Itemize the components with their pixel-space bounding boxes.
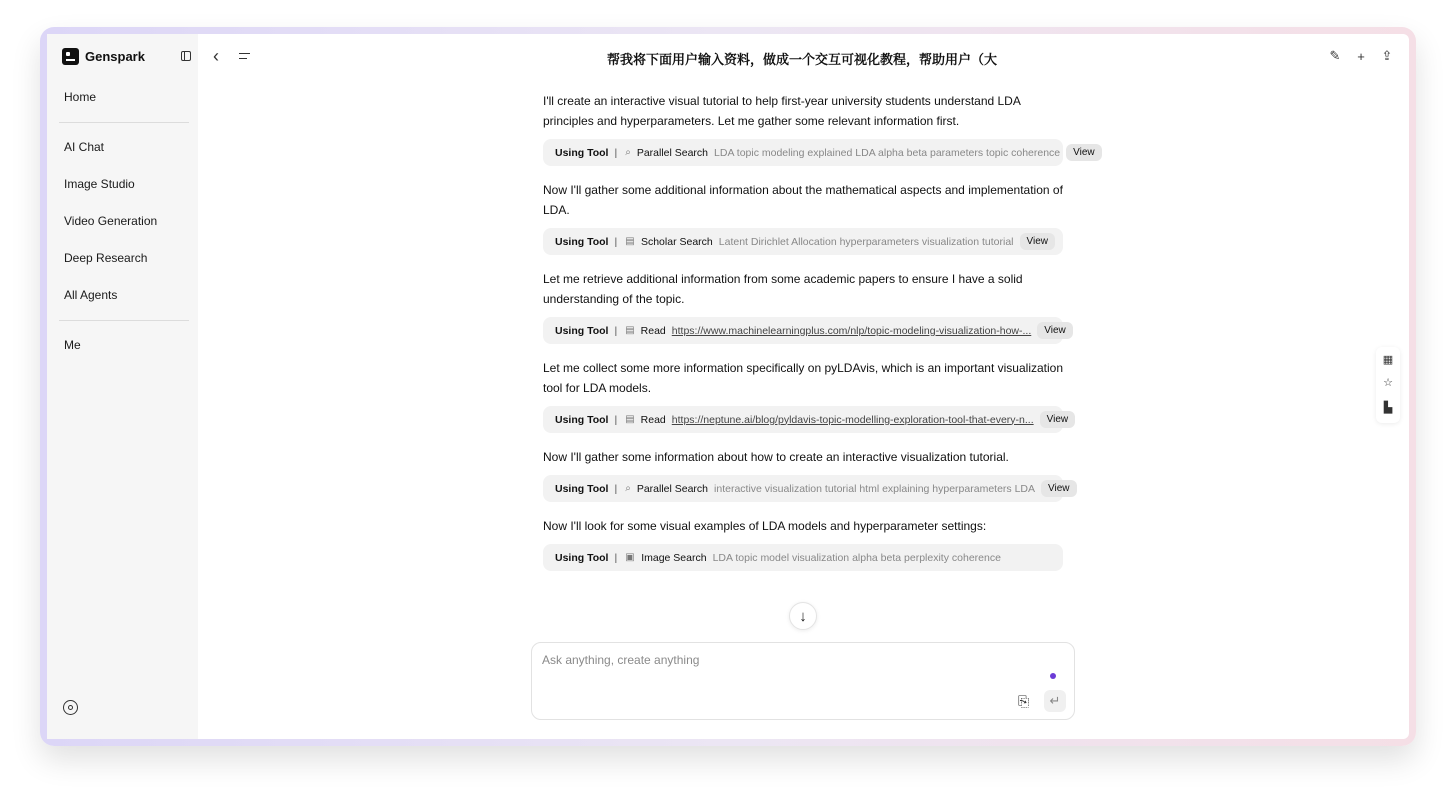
view-button[interactable]: View xyxy=(1037,322,1073,339)
sidebar-divider xyxy=(59,122,189,123)
tool-call xyxy=(543,317,1066,344)
tool-prefix: Using Tool xyxy=(555,235,609,248)
message-block xyxy=(543,269,1066,344)
message-block xyxy=(543,91,1095,166)
message-list xyxy=(543,91,1095,585)
tool-call xyxy=(543,406,1069,433)
brand[interactable] xyxy=(62,47,145,65)
tool-name: Image Search xyxy=(641,551,707,564)
assistant-message: Now I'll look for some visual examples of LDA models and hyperparameter settings: xyxy=(543,519,987,533)
assistant-message: I'll create an interactive visual tutorial to help first-year university students understand LDA principles and hyperparameters. Let me gather some relevant information first. xyxy=(543,94,1021,128)
view-button[interactable]: View xyxy=(1066,144,1102,161)
view-button[interactable]: View xyxy=(1040,411,1076,428)
document-icon: ▤ xyxy=(625,324,635,336)
assistant-message: Now I'll gather some information about how to create an interactive visualization tutorial. xyxy=(543,450,1009,464)
tool-call xyxy=(543,544,1063,571)
menu-icon[interactable] xyxy=(239,52,250,61)
new-chat-icon[interactable]: + xyxy=(1357,48,1365,64)
message-block xyxy=(543,358,1069,433)
search-icon: ⌕ xyxy=(625,146,631,158)
send-button[interactable]: ↵ xyxy=(1044,690,1066,712)
tool-prefix: Using Tool xyxy=(555,146,609,159)
tool-prefix: Using Tool xyxy=(555,324,609,337)
sidebar-item-video-generation[interactable]: Video Generation xyxy=(64,214,158,228)
search-icon: ⌕ xyxy=(625,482,631,494)
message-block xyxy=(543,516,1063,571)
tool-query: LDA topic model visualization alpha beta perplexity coherence xyxy=(712,551,1001,564)
share-icon[interactable]: ⇪ xyxy=(1381,48,1393,63)
tool-prefix: Using Tool xyxy=(555,551,609,564)
tool-separator: | xyxy=(614,324,618,337)
tool-name: Parallel Search xyxy=(636,146,709,159)
tool-separator: | xyxy=(614,413,618,426)
brand-name: Genspark xyxy=(85,48,145,64)
tool-call xyxy=(543,139,1095,166)
tool-prefix: Using Tool xyxy=(555,413,609,426)
genspark-logo-icon xyxy=(62,48,79,65)
tool-link[interactable]: https://www.machinelearningplus.com/nlp/topic-modeling-visualization-how-... xyxy=(671,324,1032,337)
tool-separator: | xyxy=(614,146,618,159)
message-block xyxy=(543,447,1070,502)
sidebar-item-all-agents[interactable]: All Agents xyxy=(64,288,118,302)
view-button[interactable]: View xyxy=(1041,480,1077,497)
status-dot xyxy=(1050,673,1056,679)
tool-name: Read xyxy=(640,413,666,426)
sidebar-item-ai-chat[interactable]: AI Chat xyxy=(64,140,105,154)
view-button[interactable]: View xyxy=(1020,233,1056,250)
top-actions xyxy=(1327,48,1395,64)
tool-query: LDA topic modeling explained LDA alpha beta parameters topic coherence xyxy=(714,146,1061,159)
tool-name: Parallel Search xyxy=(636,482,709,495)
tool-call xyxy=(543,475,1070,502)
tool-separator: | xyxy=(614,235,618,248)
scroll-to-bottom-button[interactable]: ↓ xyxy=(789,602,817,630)
star-icon[interactable]: ☆ xyxy=(1383,377,1393,389)
edit-icon[interactable]: ✎ xyxy=(1329,48,1341,63)
sidebar xyxy=(47,34,198,739)
tool-link[interactable]: https://neptune.ai/blog/pyldavis-topic-modelling-exploration-tool-that-every-n... xyxy=(671,413,1034,426)
document-icon: ▤ xyxy=(625,413,635,425)
grid-icon[interactable]: ▦ xyxy=(1382,354,1394,366)
sidebar-item-me[interactable]: Me xyxy=(64,338,81,352)
assistant-message: Now I'll gather some additional information about the mathematical aspects and implementation of LDA. xyxy=(543,183,1063,217)
settings-icon[interactable] xyxy=(63,700,78,715)
app-window xyxy=(47,34,1409,739)
brand-badge-icon[interactable]: ▙ xyxy=(1383,402,1393,414)
document-icon: ▤ xyxy=(625,235,635,247)
conversation-title: 帮我将下面用户输入资料，做成一个交互可视化教程，帮助用户（大 xyxy=(606,53,997,68)
assistant-message: Let me retrieve additional information from some academic papers to ensure I have a solid understanding of the topic. xyxy=(543,272,1023,306)
sidebar-item-image-studio[interactable]: Image Studio xyxy=(64,177,135,191)
tool-name: Scholar Search xyxy=(640,235,713,248)
tool-query: interactive visualization tutorial html explaining hyperparameters LDA xyxy=(714,482,1036,495)
message-block xyxy=(543,180,1063,255)
chat-input[interactable] xyxy=(542,653,1022,677)
sidebar-item-home[interactable]: Home xyxy=(64,90,97,104)
tool-prefix: Using Tool xyxy=(555,482,609,495)
assistant-message: Let me collect some more information specifically on pyLDAvis, which is an important visualization tool for LDA models. xyxy=(543,361,1064,395)
sidebar-toggle-icon[interactable] xyxy=(181,51,191,61)
image-icon: ▣ xyxy=(625,551,635,563)
back-icon[interactable]: ‹ xyxy=(213,46,219,66)
tool-query: Latent Dirichlet Allocation hyperparameters visualization tutorial xyxy=(718,235,1014,248)
tool-call xyxy=(543,228,1063,255)
sidebar-item-deep-research[interactable]: Deep Research xyxy=(64,251,148,265)
floating-toolbar xyxy=(1376,347,1400,423)
tool-separator: | xyxy=(614,482,618,495)
tool-name: Read xyxy=(640,324,666,337)
chat-input-box xyxy=(531,642,1075,720)
tool-separator: | xyxy=(614,551,618,564)
attach-icon[interactable]: ⎘ xyxy=(1018,693,1030,709)
sidebar-divider xyxy=(59,320,189,321)
